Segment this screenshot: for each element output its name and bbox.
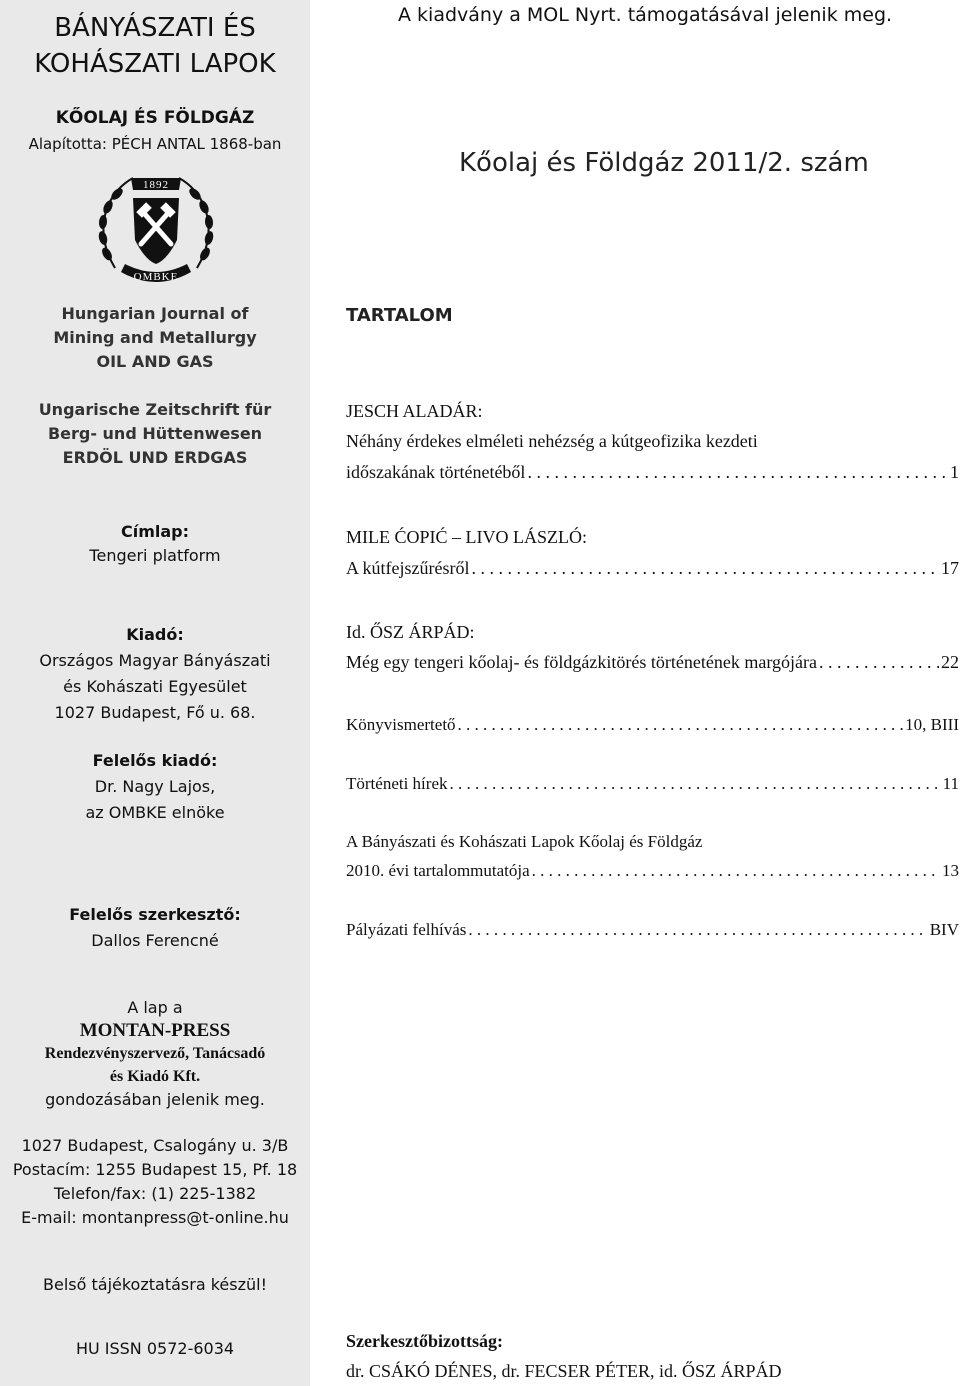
editorial-board-members: dr. CSÁKÓ DÉNES, dr. FECSER PÉTER, id. ŐSZ ÁRPÁD: [346, 1361, 782, 1381]
toc-leader: [819, 652, 939, 673]
toc-page: 11: [942, 774, 959, 793]
english-title: [0, 302, 310, 374]
responsible-publisher-line: az OMBKE elnöke: [85, 803, 225, 822]
responsible-publisher-line: Dr. Nagy Lajos,: [94, 777, 216, 796]
toc-page: 1: [950, 462, 959, 482]
contact-address: 1027 Budapest, Csalogány u. 3/B: [21, 1136, 289, 1155]
journal-title: [0, 10, 310, 82]
publisher-label: Kiadó:: [126, 625, 184, 644]
contact-postal: Postacím: 1255 Budapest 15, Pf. 18: [12, 1160, 298, 1179]
toc-page: 10, BIII: [905, 715, 959, 734]
english-title-line: Mining and Metallurgy: [53, 328, 257, 347]
toc-title: Pályázati felhívás: [346, 920, 467, 939]
toc-heading: TARTALOM: [346, 305, 453, 326]
toc-title: 2010. évi tartalommutatója: [346, 861, 530, 880]
toc-title: A Bányászati és Kohászati Lapok Kőolaj és Földgáz: [346, 832, 703, 851]
ombke-emblem-icon: [95, 168, 217, 290]
toc-entry[interactable]: [346, 861, 959, 881]
toc-title: Még egy tengeri kőolaj- és földgázkitörés történetének margójára: [346, 652, 817, 672]
toc-page: 22: [941, 652, 959, 672]
toc-title: Könyvismertető: [346, 715, 456, 734]
issue-title: Kőolaj és Földgáz 2011/2. szám: [459, 148, 869, 178]
toc-title: Történeti hírek: [346, 774, 448, 793]
publisher-line: és Kohászati Egyesület: [63, 677, 247, 696]
english-title-line: OIL AND GAS: [96, 352, 214, 371]
toc-leader: [471, 558, 939, 579]
montan-name: MONTAN-PRESS: [79, 1020, 231, 1041]
contact-email: E-mail: montanpress@t-online.hu: [21, 1208, 289, 1227]
toc-title: Néhány érdekes elméleti nehézség a kútgeofizika kezdeti: [346, 431, 758, 451]
responsible-editor-label: Felelős szerkesztő:: [69, 905, 241, 924]
toc-page: 17: [941, 558, 959, 578]
emblem-year: 1892: [143, 179, 169, 191]
toc-author: JESCH ALADÁR:: [346, 401, 483, 421]
publisher-info: [0, 622, 310, 726]
emblem-org: OMBKE: [133, 271, 179, 283]
toc-leader: [458, 715, 904, 735]
toc-page: BIV: [929, 920, 959, 939]
cover-value: Tengeri platform: [89, 546, 221, 565]
german-title-line: Ungarische Zeitschrift für: [38, 400, 272, 419]
toc-leader: [468, 920, 927, 940]
responsible-publisher: [0, 748, 310, 826]
german-title-line: Berg- und Hüttenwesen: [47, 424, 263, 443]
responsible-publisher-label: Felelős kiadó:: [92, 751, 218, 770]
german-title: [0, 398, 310, 470]
internal-note: Belső tájékoztatásra készül!: [43, 1275, 267, 1294]
section-title: KŐOLAJ ÉS FÖLDGÁZ: [55, 108, 255, 128]
montan-desc: és Kiadó Kft.: [109, 1068, 201, 1085]
toc-page: 13: [942, 861, 959, 880]
toc-entry[interactable]: [346, 774, 959, 794]
toc-leader: [527, 462, 948, 483]
montan-press-block: [0, 996, 310, 1111]
toc-entry[interactable]: [346, 558, 959, 579]
toc-entry[interactable]: [346, 920, 959, 940]
toc-leader: [532, 861, 940, 881]
toc-author: MILE ĆOPIĆ – LIVO LÁSZLÓ:: [346, 527, 587, 547]
journal-title-line: KOHÁSZATI LAPOK: [34, 49, 276, 79]
issn: HU ISSN 0572-6034: [75, 1339, 235, 1358]
montan-desc: Rendezvényszervező, Tanácsadó: [44, 1045, 266, 1062]
toc-title: időszakának történetéből: [346, 462, 526, 482]
toc-leader: [450, 774, 941, 794]
montan-intro: A lap a: [127, 998, 183, 1017]
toc-author: Id. ŐSZ ÁRPÁD:: [346, 622, 475, 642]
publisher-line: 1027 Budapest, Fő u. 68.: [54, 703, 256, 722]
sponsor-note: A kiadvány a MOL Nyrt. támogatásával jelenik meg.: [398, 4, 893, 26]
cover-label: Címlap:: [120, 522, 190, 541]
publisher-line: Országos Magyar Bányászati: [39, 651, 271, 670]
contact-block: [0, 1134, 310, 1230]
toc-entry[interactable]: [346, 462, 959, 483]
responsible-editor-value: Dallos Ferencné: [91, 931, 219, 950]
responsible-editor: [0, 902, 310, 954]
montan-outro: gondozásában jelenik meg.: [45, 1090, 265, 1109]
contact-phone: Telefon/fax: (1) 225-1382: [53, 1184, 257, 1203]
toc-entry[interactable]: [346, 652, 959, 673]
toc-entry[interactable]: [346, 715, 959, 735]
founded-note: Alapította: PÉCH ANTAL 1868-ban: [28, 135, 282, 153]
masthead-sidebar: [0, 0, 310, 1386]
editorial-board-label: Szerkesztőbizottság:: [346, 1331, 503, 1351]
german-title-line: ERDÖL UND ERDGAS: [62, 448, 248, 467]
journal-title-line: BÁNYÁSZATI ÉS: [54, 13, 256, 43]
cover-info: [0, 520, 310, 568]
english-title-line: Hungarian Journal of: [61, 304, 249, 323]
toc-title: A kútfejszűrésről: [346, 558, 470, 578]
